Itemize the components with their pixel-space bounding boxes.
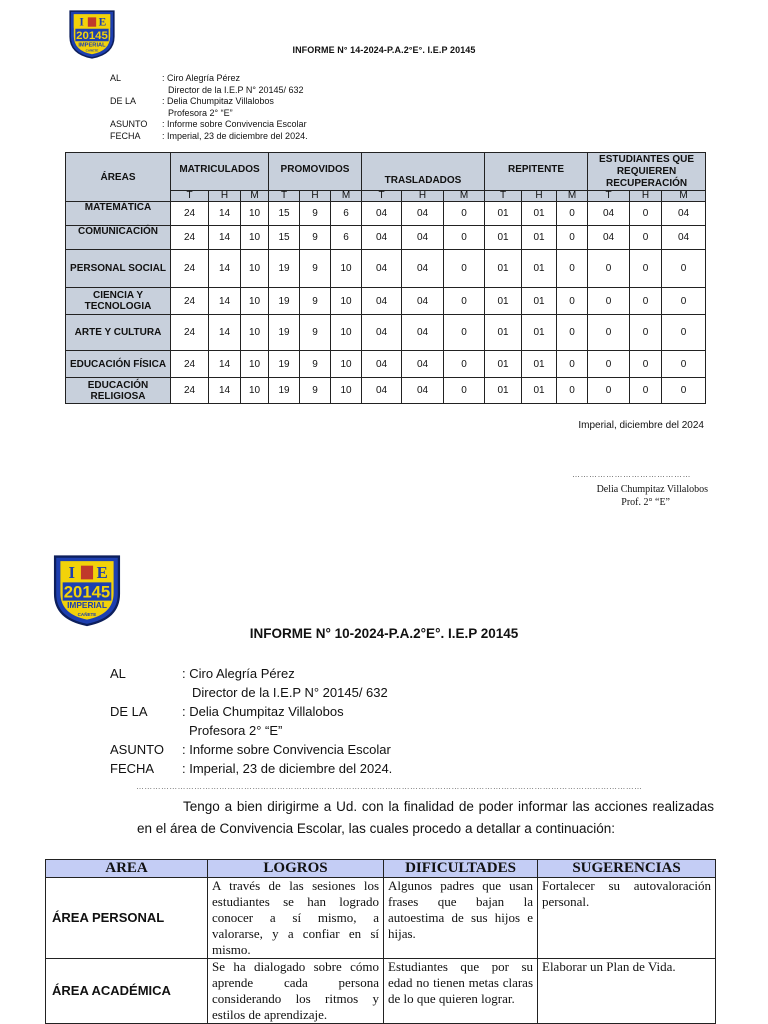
table-cell: 10 — [241, 250, 269, 288]
de-label: DE LA — [110, 96, 137, 107]
table-cell: 14 — [209, 226, 241, 250]
table-cell: 0 — [588, 288, 630, 315]
subheader-h: H — [522, 191, 557, 202]
de-label-2: DE LA — [110, 704, 148, 719]
table-cell: 04 — [662, 226, 706, 250]
table-cell: 0 — [557, 378, 588, 404]
table-cell: 0 — [662, 250, 706, 288]
table-cell: 0 — [630, 226, 662, 250]
subheader-h: H — [630, 191, 662, 202]
enrollment-stats-table — [65, 152, 706, 404]
table-cell: 0 — [588, 378, 630, 404]
row-logros: Se ha dialogado sobre cómo aprende cada persona considerando los ritmos y estilos de aprendizaje. — [208, 959, 384, 1024]
col-area-header: AREA — [46, 860, 208, 878]
fecha-label-2: FECHA — [110, 761, 155, 776]
table-cell: 04 — [362, 351, 402, 378]
table-row — [46, 878, 716, 959]
report2-title: INFORME N° 10-2024-P.A.2°E°. I.E.P 20145 — [249, 626, 519, 641]
table-cell: 10 — [331, 315, 362, 351]
table-cell: 0 — [557, 288, 588, 315]
asunto-label-2: ASUNTO — [110, 742, 164, 757]
table-cell: 04 — [402, 378, 444, 404]
table-cell: 0 — [557, 351, 588, 378]
de-value-2: : Delia Chumpitaz Villalobos — [182, 704, 344, 719]
table-cell: 24 — [171, 315, 209, 351]
intro-paragraph: Tengo a bien dirigirme a Ud. con la finalidad de poder informar las acciones realizadas en el área de Convivencia Escolar, las cuales procedo a detallar a continuación: — [137, 799, 714, 836]
row-area: ÁREA ACADÉMICA — [46, 959, 208, 1024]
crest2-number: 20145 — [63, 582, 111, 602]
table-cell: 0 — [444, 250, 485, 288]
table-row — [66, 378, 706, 404]
table-cell: 10 — [241, 378, 269, 404]
table-cell: 10 — [241, 315, 269, 351]
table-cell: 10 — [241, 226, 269, 250]
subheader-m: M — [331, 191, 362, 202]
subheader-h: H — [300, 191, 331, 202]
crest-letter-i: I — [79, 16, 84, 29]
fecha-value-2: : Imperial, 23 de diciembre del 2024. — [182, 761, 393, 776]
table-cell: 0 — [444, 351, 485, 378]
table-cell: 10 — [331, 250, 362, 288]
col-dificultades-header: DIFICULTADES — [384, 860, 538, 878]
table-cell: 14 — [209, 202, 241, 226]
de-value-line2-2: Profesora 2° “E” — [189, 723, 283, 738]
report1-title: INFORME N° 14-2024-P.A.2°E°. I.E.P 20145 — [292, 45, 476, 55]
col-sugerencias-header: SUGERENCIAS — [538, 860, 716, 878]
table-row — [66, 288, 706, 315]
table-cell: 6 — [331, 226, 362, 250]
table-cell: 9 — [300, 351, 331, 378]
de-value: : Delia Chumpitaz Villalobos — [162, 96, 274, 107]
table-cell: 01 — [485, 288, 522, 315]
table-cell: 0 — [630, 378, 662, 404]
row-area-label: EDUCACIÓN FÍSICA — [66, 351, 171, 378]
asunto-label: ASUNTO — [110, 119, 148, 130]
table-cell: 0 — [630, 315, 662, 351]
table-cell: 19 — [269, 351, 300, 378]
group-header-promovidos: PROMOVIDOS — [269, 153, 362, 191]
crest-number: 20145 — [76, 30, 108, 43]
table-cell: 04 — [362, 288, 402, 315]
table-cell: 04 — [402, 288, 444, 315]
row-sugerencias: Elaborar un Plan de Vida. — [538, 959, 716, 1024]
col-logros-header: LOGROS — [208, 860, 384, 878]
table-cell: 04 — [588, 202, 630, 226]
signature-line: …………………………………… — [572, 470, 691, 479]
table-row — [66, 315, 706, 351]
table-row — [46, 959, 716, 1024]
table-cell: 04 — [362, 250, 402, 288]
table-cell: 15 — [269, 202, 300, 226]
subheader-t: T — [171, 191, 209, 202]
separator-line: ………………………………………………………………………………………………………………………………………………………………… — [136, 782, 643, 791]
table-cell: 10 — [331, 378, 362, 404]
table-cell: 24 — [171, 378, 209, 404]
group-header-repitente: REPITENTE — [485, 153, 588, 191]
row-area-label: MATEMÁTICA — [66, 202, 171, 226]
table-cell: 01 — [485, 226, 522, 250]
table-cell: 0 — [557, 250, 588, 288]
table-cell: 01 — [522, 202, 557, 226]
table-cell: 04 — [362, 202, 402, 226]
table-row — [66, 202, 706, 226]
row-sugerencias: Fortalecer su autovaloración personal. — [538, 878, 716, 959]
al-value-2: : Ciro Alegría Pérez — [182, 666, 295, 681]
row-area-label: PERSONAL SOCIAL — [66, 250, 171, 288]
subheader-m: M — [662, 191, 706, 202]
fecha-label: FECHA — [110, 130, 141, 141]
table-cell: 01 — [522, 226, 557, 250]
table-cell: 0 — [662, 378, 706, 404]
table-cell: 0 — [630, 288, 662, 315]
table-row — [66, 351, 706, 378]
table-cell: 0 — [662, 315, 706, 351]
table-cell: 24 — [171, 202, 209, 226]
table-cell: 04 — [588, 226, 630, 250]
subheader-h: H — [402, 191, 444, 202]
group-header-trasladados: TRASLADADOS — [362, 153, 485, 191]
table-cell: 9 — [300, 250, 331, 288]
table-cell: 10 — [331, 288, 362, 315]
table-cell: 0 — [557, 226, 588, 250]
group-header-recuperacion: ESTUDIANTES QUE REQUIEREN RECUPERACIÓN — [588, 153, 706, 191]
table-cell: 24 — [171, 250, 209, 288]
subheader-m: M — [241, 191, 269, 202]
signature-name: Delia Chumpitaz Villalobos — [596, 484, 708, 495]
table-cell: 0 — [444, 288, 485, 315]
crest2-town: IMPERIAL — [67, 600, 107, 611]
table-cell: 04 — [362, 378, 402, 404]
table-cell: 24 — [171, 226, 209, 250]
fecha-value: : Imperial, 23 de diciembre del 2024. — [162, 130, 308, 141]
table-cell: 14 — [209, 378, 241, 404]
table-cell: 14 — [209, 288, 241, 315]
table-cell: 0 — [630, 351, 662, 378]
al-label: AL — [110, 73, 122, 83]
table-cell: 04 — [402, 351, 444, 378]
table-cell: 0 — [630, 250, 662, 288]
table-cell: 15 — [269, 226, 300, 250]
crest2-letter-i: I — [68, 562, 76, 582]
table-cell: 6 — [331, 202, 362, 226]
group-header-matriculados: MATRICULADOS — [171, 153, 269, 191]
table-cell: 04 — [362, 226, 402, 250]
subheader-t: T — [269, 191, 300, 202]
crest2-letter-e: E — [96, 562, 108, 582]
table-cell: 9 — [300, 226, 331, 250]
table-cell: 14 — [209, 351, 241, 378]
table-cell: 0 — [588, 351, 630, 378]
de-value-line2: Profesora 2° “E” — [168, 107, 233, 118]
table-row — [66, 250, 706, 288]
table-cell: 9 — [300, 202, 331, 226]
table-cell: 19 — [269, 250, 300, 288]
table-cell: 19 — [269, 315, 300, 351]
al-label-2: AL — [110, 666, 126, 681]
table-cell: 01 — [485, 315, 522, 351]
table-cell: 0 — [662, 351, 706, 378]
table-cell: 24 — [171, 288, 209, 315]
table-cell: 10 — [241, 288, 269, 315]
table-cell: 01 — [485, 351, 522, 378]
row-dificultades: Estudiantes que por su edad no tienen metas claras de lo que quieren lograr. — [384, 959, 538, 1024]
table-cell: 01 — [485, 202, 522, 226]
table-cell: 19 — [269, 288, 300, 315]
table-row — [66, 226, 706, 250]
row-logros: A través de las sesiones los estudiantes se han logrado conocer a sí mismo, a valorarse, y a confiar en sí mismo. — [208, 878, 384, 959]
table-cell: 01 — [522, 378, 557, 404]
al-value-line2-2: Director de la I.E.P N° 20145/ 632 — [192, 685, 388, 700]
asunto-value-2: : Informe sobre Convivencia Escolar — [182, 742, 391, 757]
row-area: ÁREA PERSONAL — [46, 878, 208, 959]
table-cell: 0 — [444, 315, 485, 351]
table-cell: 0 — [444, 202, 485, 226]
table-cell: 14 — [209, 315, 241, 351]
table-cell: 9 — [300, 315, 331, 351]
row-area-label: COMUNICACIÓN — [66, 226, 171, 250]
table-cell: 0 — [557, 202, 588, 226]
table-cell: 9 — [300, 378, 331, 404]
table-cell: 0 — [588, 315, 630, 351]
table-cell: 10 — [241, 202, 269, 226]
crest2-region: CAÑETE — [77, 611, 97, 617]
al-value: : Ciro Alegría Pérez — [162, 73, 241, 83]
table-cell: 01 — [522, 250, 557, 288]
table-cell: 19 — [269, 378, 300, 404]
table-cell: 10 — [331, 351, 362, 378]
table-cell: 24 — [171, 351, 209, 378]
crest-letter-e: E — [98, 16, 107, 29]
table-cell: 0 — [557, 315, 588, 351]
table-cell: 0 — [588, 250, 630, 288]
col-areas-header: ÁREAS — [66, 153, 171, 202]
subheader-t: T — [588, 191, 630, 202]
row-area-label: CIENCIA Y TECNOLOGIA — [66, 288, 171, 315]
table-cell: 01 — [522, 315, 557, 351]
subheader-t: T — [485, 191, 522, 202]
table-cell: 10 — [241, 351, 269, 378]
table-cell: 0 — [444, 378, 485, 404]
subheader-m: M — [557, 191, 588, 202]
table-cell: 04 — [402, 202, 444, 226]
subheader-h: H — [209, 191, 241, 202]
table-cell: 01 — [522, 351, 557, 378]
row-area-label: EDUCACIÓN RELIGIOSA — [66, 378, 171, 404]
signature-role: Prof. 2° “E” — [621, 497, 670, 508]
table-cell: 14 — [209, 250, 241, 288]
table-cell: 0 — [662, 288, 706, 315]
subheader-t: T — [362, 191, 402, 202]
asunto-value: : Informe sobre Convivencia Escolar — [162, 119, 307, 130]
crest-town: IMPERIAL — [78, 42, 106, 49]
table-cell: 01 — [522, 288, 557, 315]
table-cell: 04 — [362, 315, 402, 351]
table-cell: 0 — [630, 202, 662, 226]
table-cell: 01 — [485, 250, 522, 288]
crest-region: CAÑETE — [85, 48, 99, 53]
table-cell: 04 — [402, 315, 444, 351]
row-dificultades: Algunos padres que usan frases que bajan la autoestima de sus hijos e hijas. — [384, 878, 538, 959]
convivencia-table — [45, 859, 716, 1024]
subheader-m: M — [444, 191, 485, 202]
table-cell: 04 — [402, 250, 444, 288]
report1-place-date: Imperial, diciembre del 2024 — [578, 420, 704, 431]
row-area-label: ARTE Y CULTURA — [66, 315, 171, 351]
school-crest-logo-2 — [48, 552, 126, 628]
table-cell: 9 — [300, 288, 331, 315]
table-cell: 04 — [402, 226, 444, 250]
table-cell: 04 — [662, 202, 706, 226]
al-value-line2: Director de la I.E.P N° 20145/ 632 — [168, 84, 304, 95]
table-cell: 01 — [485, 378, 522, 404]
table-cell: 0 — [444, 226, 485, 250]
